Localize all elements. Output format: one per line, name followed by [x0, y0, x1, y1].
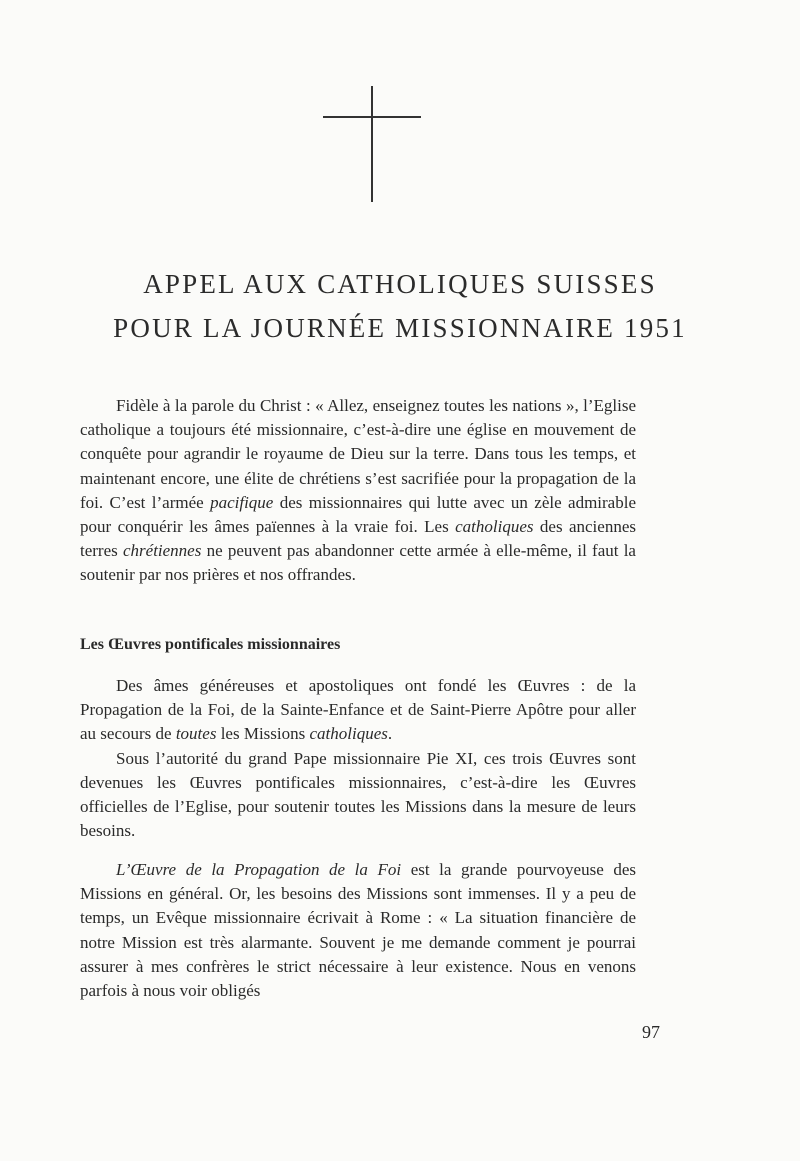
- title-line-2: POUR LA JOURNÉE MISSIONNAIRE 1951: [113, 313, 687, 343]
- section-heading: Les Œuvres pontificales missionnaires: [80, 636, 341, 653]
- italic-run: catholiques: [309, 724, 388, 744]
- oeuvres-section: [80, 674, 636, 843]
- italic-run: pacifique: [210, 492, 274, 512]
- cross-horizontal-bar: [323, 116, 421, 118]
- cross-vertical-bar: [371, 86, 373, 202]
- italic-run: chrétiennes: [122, 541, 202, 561]
- italic-run: toutes: [175, 724, 217, 744]
- page-title: [60, 262, 740, 350]
- italic-run: catholiques: [455, 517, 534, 537]
- italic-run: L’Œuvre de la Propagation de la Foi: [116, 860, 402, 879]
- intro-section: [80, 394, 636, 588]
- paragraph-oeuvres-founded: [80, 674, 636, 747]
- text-run: Fidèle à la parole du Christ : « Allez, enseignez toutes les nations », l’Eglise catholique a toujours été missionnaire, c’est-à-dire une église en mouvement de conquête pour agrandir le royaume de Dieu sur la terre. Dans tous les temps, et maintenant encore, une élite de chrétiens s’est sacrifiée pour la propagation de la foi. C’est l’armée: [80, 396, 636, 512]
- text-run: les Missions: [216, 724, 310, 744]
- page-number: 97: [642, 1022, 660, 1042]
- paragraph-pius-xi: Sous l’autorité du grand Pape missionnaire Pie XI, ces trois Œuvres sont devenues les Œuvres pontificales missionnaires, c’est-à-dire les Œuvres officielles de l’Eglise, pour soutenir toutes les Missions dans la mesure de leurs besoins.: [80, 748, 636, 841]
- text-run: ne peuvent pas abandonner cette armée à elle-même, il faut la soutenir par nos prières et nos offrandes.: [80, 541, 636, 585]
- title-line-1: APPEL AUX CATHOLIQUES SUISSES: [143, 269, 657, 299]
- text-run: Des âmes généreuses et apostoliques ont fondé les Œuvres : de la Propagation de la Foi, de la Sainte-Enfance et de Saint-Pierre Apôtre pour aller au secours de: [80, 676, 636, 744]
- text-run: des missionnaires qui lutte avec un zèle admirable pour conquérir les âmes païennes à la vraie foi. Les: [80, 492, 636, 537]
- paragraph-propagation-foi: [80, 858, 636, 1003]
- propagation-section: [80, 858, 636, 1003]
- text-run: des anciennes terres: [80, 517, 636, 561]
- text-run: .: [387, 724, 393, 744]
- text-run: est la grande pourvoyeuse des Missions en général. Or, les besoins des Missions sont immenses. Il y a peu de temps, un Evêque missionnaire écrivait à Rome : « La situation financière de notre Mission est très alarmante. Souvent je me demande comment je pourrai assurer à mes confrères le strict nécessaire à leur existence. Nous en venons parfois à nous voir obligés: [80, 860, 636, 1001]
- cross-icon: [323, 86, 421, 202]
- paragraph-intro: [80, 394, 636, 588]
